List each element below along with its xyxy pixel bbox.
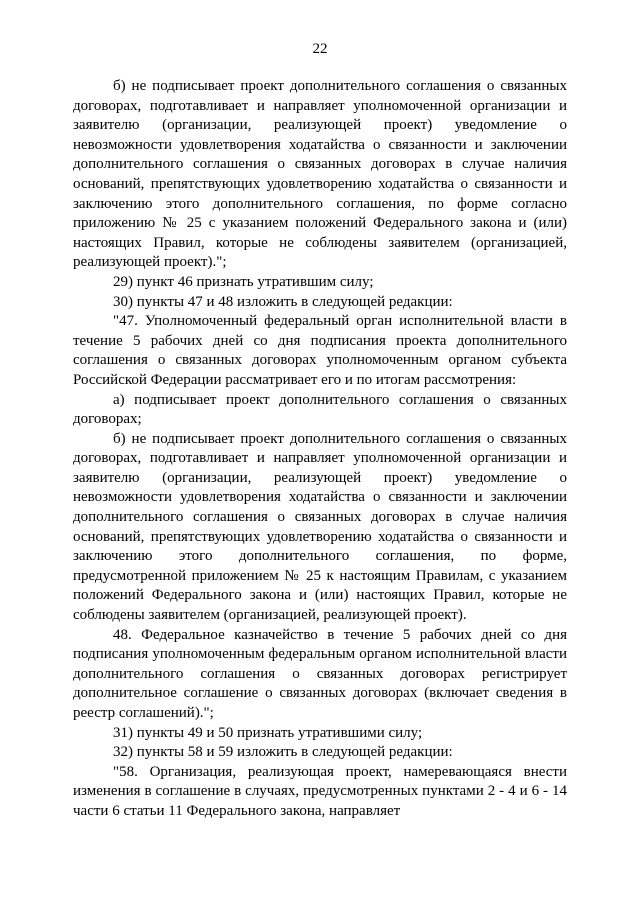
paragraph-1: б) не подписывает проект дополнительного соглашения о связанных договорах, подготавливает и направляет уполномоченной организации и заявителю (организации, реализующей проект) уведомление о невозможности удовлетворения ходатайства о связанности и заключении дополнительного соглашения о связанных договорах в случае наличия оснований, препятствующих удовлетворению ходатайства о связанности и заключению этого дополнительного соглашения, по форме согласно приложению № 25 с указанием положений Федерального закона и (или) настоящих Правил, которые не соблюдены заявителем (организацией, реализующей проект).";: [73, 78, 567, 271]
paragraph-8: 31) пункты 49 и 50 признать утратившими силу;: [113, 724, 423, 741]
paragraph-6: б) не подписывает проект дополнительного соглашения о связанных договорах, подготавливает и направляет уполномоченной организации и заявителю (организации, реализующей проект) уведомление о невозможности удовлетворения ходатайства о связанности и заключении дополнительного соглашения о связанных договорах в случае наличия оснований, препятствующих удовлетворению ходатайства о связанности и заключению этого дополнительного соглашения, по форме, предусмотренной приложением № 25 к настоящим Правилам, с указанием положений Федерального закона и (или) настоящих Правил, которые не соблюдены заявителем (организацией, реализующей проект).: [73, 430, 567, 624]
page-number: 22: [312, 41, 328, 57]
paragraph-10: "58. Организация, реализующая проект, намеревающаяся внести изменения в соглашение в случаях, предусмотренных пунктами 2 - 4 и 6 - 14 части 6 статьи 11 Федерального закона, направляет: [73, 763, 567, 819]
paragraph-5: а) подписывает проект дополнительного соглашения о связанных договорах;: [73, 391, 567, 428]
paragraph-9: 32) пункты 58 и 59 изложить в следующей редакции:: [113, 744, 453, 761]
paragraph-3: 30) пункты 47 и 48 изложить в следующей редакции:: [113, 293, 453, 310]
paragraph-2: 29) пункт 46 признать утратившим силу;: [113, 273, 374, 290]
paragraph-7: 48. Федеральное казначейство в течение 5 рабочих дней со дня подписания уполномоченным федеральным органом исполнительной власти дополнительного соглашения о связанных договорах регистрирует дополнительное соглашение о связанных договорах (включает сведения в реестр соглашений).";: [73, 626, 567, 721]
paragraph-4: "47. Уполномоченный федеральный орган исполнительной власти в течение 5 рабочих дней со дня подписания проекта дополнительного соглашения о связанных договорах уполномоченным органом субъекта Российской Федерации рассматривает его и по итогам рассмотрения:: [73, 313, 567, 388]
document-body: [73, 77, 567, 822]
